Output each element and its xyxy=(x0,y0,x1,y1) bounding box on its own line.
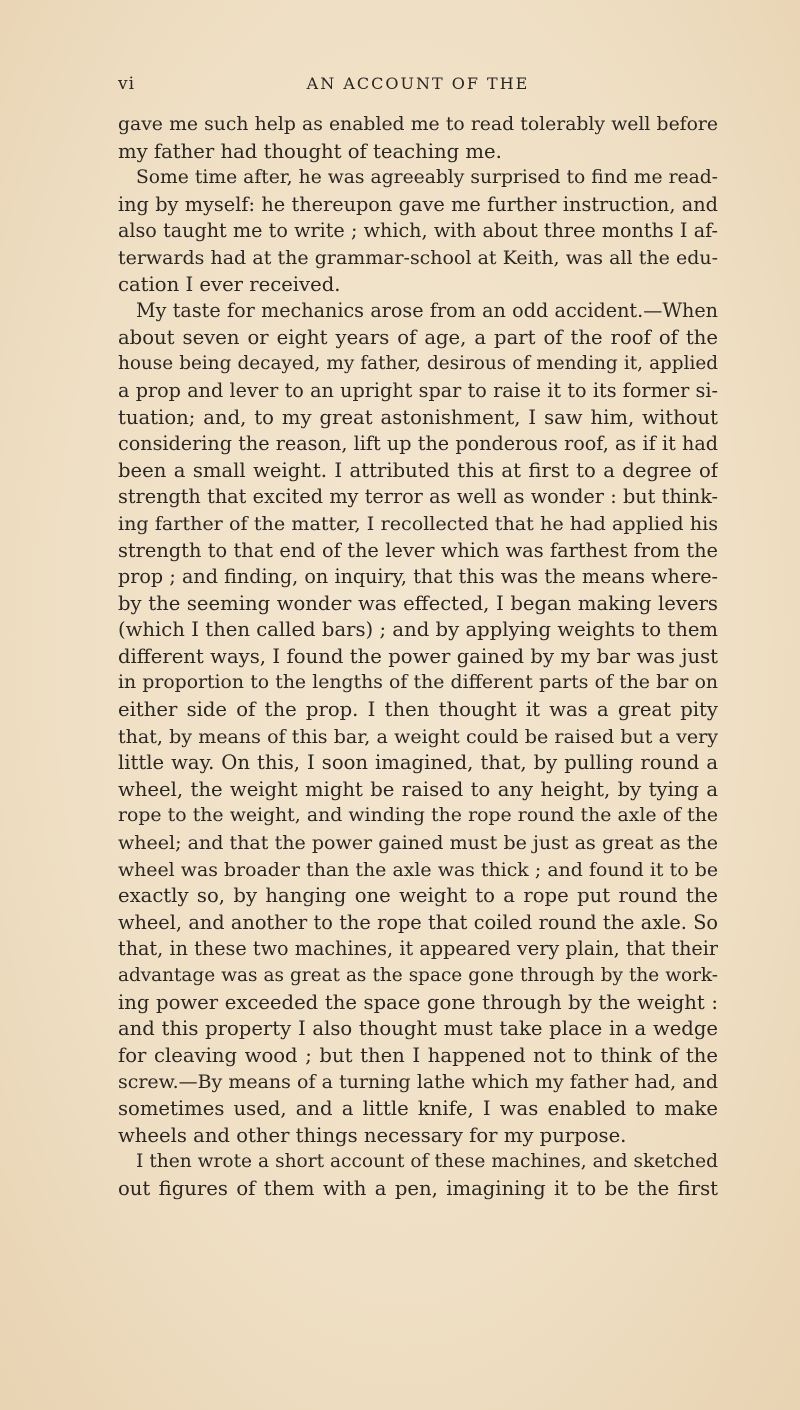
text-line: that, in these two machines, it appeared very plain, that their xyxy=(118,937,718,961)
text-line: sometimes used, and a little knife, I was enabled to make xyxy=(118,1096,718,1120)
text-line: rope to the weight, and winding the rope round the axle of the xyxy=(118,805,718,827)
text-line: My taste for mechanics arose from an odd accident.—When xyxy=(136,299,718,323)
text-line: ing power exceeded the space gone through by the weight : xyxy=(118,990,718,1014)
text-line: in proportion to the lengths of the different parts of the bar on xyxy=(118,672,718,694)
text-line: out figures of them with a pen, imagining it to be the first xyxy=(118,1176,718,1200)
text-line: either side of the prop. I then thought it was a great pity xyxy=(118,698,718,722)
text-line: strength to that end of the lever which was farthest from the xyxy=(118,538,718,562)
text-line: wheel, the weight might be raised to any height, by tying a xyxy=(118,777,718,801)
text-line: terwards had at the grammar-school at Keith, was all the edu- xyxy=(118,246,718,269)
text-line: advantage was as great as the space gone through by the work- xyxy=(118,965,718,986)
text-line: ing farther of the matter, I recollected that he had applied his xyxy=(118,511,718,535)
text-line: (which I then called bars) ; and by applying weights to them xyxy=(118,618,718,642)
text-line: Some time after, he was agreeably surprised to find me read- xyxy=(136,167,718,189)
running-head: AN ACCOUNT OF THE xyxy=(306,74,530,93)
text-line: about seven or eight years of age, a part of the roof of the xyxy=(118,325,718,349)
text-line: ing by myself: he thereupon gave me further instruction, and xyxy=(118,192,718,216)
text-line: exactly so, by hanging one weight to a rope put round the xyxy=(118,884,718,908)
body-text xyxy=(118,112,718,1202)
text-line: my father had thought of teaching me. xyxy=(118,139,502,163)
text-line: wheel; and that the power gained must be just as great as the xyxy=(118,832,718,855)
text-line: screw.—By means of a turning lathe which my father had, and xyxy=(118,1071,718,1094)
text-line: gave me such help as enabled me to read tolerably well before xyxy=(118,114,718,135)
text-line: and this property I also thought must take place in a wedge xyxy=(118,1017,718,1041)
text-line: also taught me to write ; which, with about three months I af- xyxy=(118,219,718,243)
text-line: for cleaving wood ; but then I happened not to think of the xyxy=(118,1043,718,1067)
text-line: cation I ever received. xyxy=(118,272,341,296)
text-line: house being decayed, my father, desirous of mending it, applied xyxy=(118,353,718,375)
text-line: strength that excited my terror as well as wonder : but think- xyxy=(118,485,718,509)
text-line: by the seeming wonder was effected, I began making levers xyxy=(118,591,718,615)
text-line: been a small weight. I attributed this at first to a degree of xyxy=(118,458,718,482)
text-line: tuation; and, to my great astonishment, I saw him, without xyxy=(118,405,718,429)
page-number: vi xyxy=(118,74,136,94)
text-line: a prop and lever to an upright spar to raise it to its former si- xyxy=(118,378,718,402)
text-line: considering the reason, lift up the ponderous roof, as if it had xyxy=(118,432,718,456)
text-line: different ways, I found the power gained by my bar was just xyxy=(118,644,718,668)
page-header xyxy=(118,74,718,104)
text-line: that, by means of this bar, a weight could be raised but a very xyxy=(118,725,718,748)
text-line: little way. On this, I soon imagined, that, by pulling round a xyxy=(118,751,718,775)
text-line: wheels and other things necessary for my purpose. xyxy=(118,1123,627,1147)
text-line: wheel was broader than the axle was thick ; and found it to be xyxy=(118,858,718,881)
text-line: prop ; and finding, on inquiry, that this was the means where- xyxy=(118,565,718,589)
text-line: wheel, and another to the rope that coiled round the axle. So xyxy=(118,910,718,934)
text-line: I then wrote a short account of these machines, and sketched xyxy=(136,1151,718,1173)
